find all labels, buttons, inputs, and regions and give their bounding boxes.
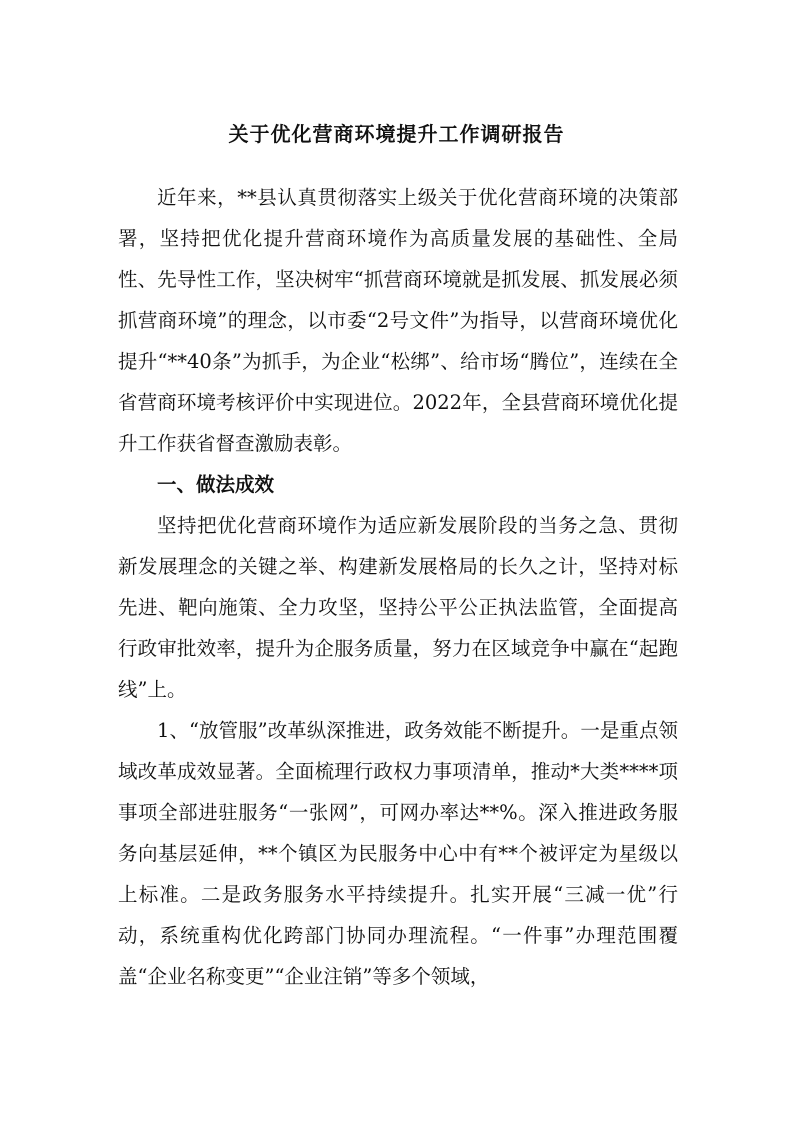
document-title: 关于优化营商环境提升工作调研报告 <box>228 122 565 146</box>
intro-paragraph: 近年来，**县认真贯彻落实上级关于优化营商环境的决策部署，坚持把优化提升营商环境作为高质量发展的基础性、全局性、先导性工作，坚决树牢“抓营商环境就是抓发展、抓发展必须抓营商环境”的理念，以市委“2号文件”为指导，以营商环境优化提升“**40条”为抓手，为企业“松绑”、给市场“腾位”，连续在全省营商环境考核评价中实现进位。2022年，全县营商环境优化提升工作获省督查激励表彰。 <box>118 186 678 455</box>
item-paragraph: 1、“放管服”改革纵深推进，政务效能不断提升。一是重点领域改革成效显著。全面梳理行政权力事项清单，推动*大类****项事项全部进驻服务“一张网”，可网办率达**%。深入推进政务服务向基层延伸，**个镇区为民服务中心中有**个被评定为星级以上标准。二是政务服务水平持续提升。扎实开展“三减一优”行动，系统重构优化跨部门协同办理流程。“一件事”办理范围覆盖“企业名称变更”“企业注销”等多个领域， <box>118 719 678 988</box>
section-paragraph: 坚持把优化营商环境作为适应新发展阶段的当务之急、贯彻新发展理念的关键之举、构建新发展格局的长久之计，坚持对标先进、靶向施策、全力攻坚，坚持公平公正执法监管，全面提高行政审批效率，提升为企服务质量，努力在区域竞争中赢在“起跑线”上。 <box>118 514 678 701</box>
section-heading: 一、做法成效 <box>157 473 275 496</box>
document-body <box>118 177 678 997</box>
